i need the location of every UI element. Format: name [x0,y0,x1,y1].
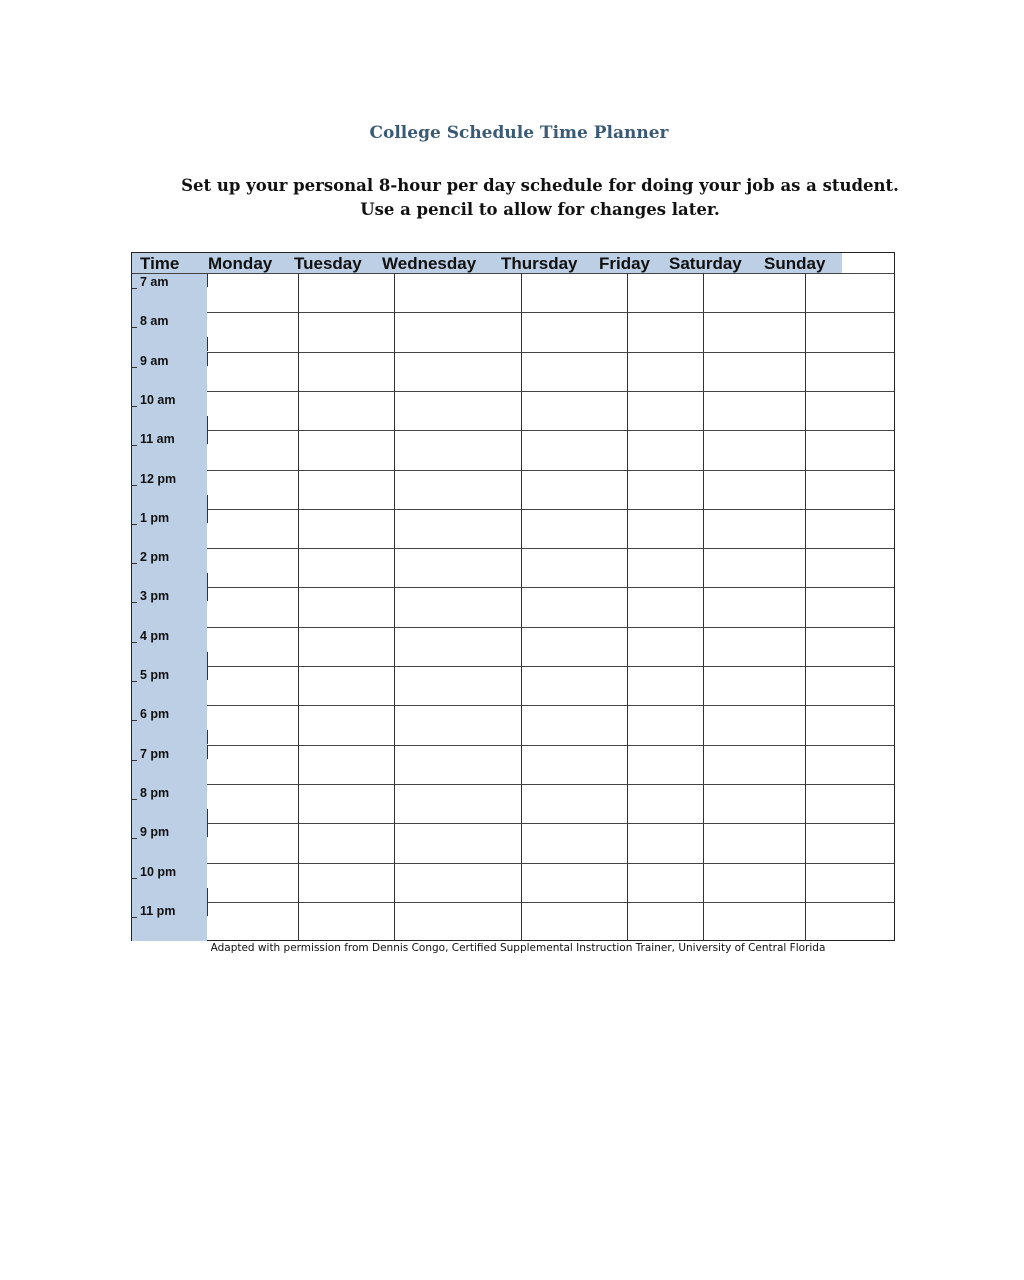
schedule-cell[interactable] [522,628,627,666]
time-label: 9 am [140,353,169,368]
schedule-cell[interactable] [395,746,521,784]
schedule-cell[interactable] [704,510,805,548]
schedule-cell[interactable] [299,903,394,941]
schedule-cell[interactable] [628,746,703,784]
schedule-cell[interactable] [208,471,298,509]
schedule-cell[interactable] [806,392,894,430]
schedule-cell[interactable] [628,274,703,312]
schedule-cell[interactable] [395,785,521,823]
schedule-cell[interactable] [522,313,627,351]
column-header-time: Time [140,254,180,273]
schedule-cell[interactable] [299,588,394,626]
schedule-cell[interactable] [299,392,394,430]
schedule-cell[interactable] [208,628,298,666]
schedule-cell[interactable] [299,431,394,469]
time-label: 11 pm [140,903,176,918]
schedule-cell[interactable] [299,746,394,784]
schedule-cell[interactable] [806,824,894,862]
time-tick [132,445,137,446]
schedule-cell[interactable] [522,549,627,587]
schedule-cell[interactable] [522,667,627,705]
schedule-cell[interactable] [208,313,298,351]
time-label: 2 pm [140,550,170,565]
schedule-cell[interactable] [208,588,298,626]
schedule-cell[interactable] [522,274,627,312]
time-label: 4 pm [140,628,170,643]
time-tick [132,642,137,643]
time-tick [132,760,137,761]
schedule-cell[interactable] [395,274,521,312]
schedule-cell[interactable] [299,510,394,548]
time-label: 1 pm [140,510,170,525]
schedule-cell[interactable] [806,274,894,312]
schedule-cell[interactable] [299,667,394,705]
schedule-cell[interactable] [395,431,521,469]
schedule-cell[interactable] [208,903,298,941]
schedule-cell[interactable] [806,353,894,391]
column-header-tuesday: Tuesday [294,254,362,273]
attribution-footer: Adapted with permission from Dennis Congo, Certified Supplemental Instruction Trainer, University of Central Florida [210,942,826,954]
schedule-cell[interactable] [628,313,703,351]
schedule-cell[interactable] [522,392,627,430]
time-label: 7 pm [140,746,170,761]
time-column-band [132,273,207,941]
schedule-cell[interactable] [628,471,703,509]
time-tick [132,838,137,839]
schedule-cell[interactable] [628,903,703,941]
schedule-cell[interactable] [628,864,703,902]
column-header-monday: Monday [208,254,273,273]
schedule-cell[interactable] [704,274,805,312]
schedule-cell[interactable] [628,628,703,666]
schedule-cell[interactable] [704,667,805,705]
schedule-cell[interactable] [628,353,703,391]
time-label: 7 am [140,275,169,289]
schedule-cell[interactable] [806,667,894,705]
schedule-cell[interactable] [522,864,627,902]
schedule-cell[interactable] [208,392,298,430]
schedule-cell[interactable] [395,706,521,744]
schedule-cell[interactable] [299,785,394,823]
schedule-cell[interactable] [522,510,627,548]
schedule-cell[interactable] [299,864,394,902]
schedule-cell[interactable] [704,588,805,626]
schedule-cell[interactable] [522,706,627,744]
schedule-cell[interactable] [628,667,703,705]
time-tick [132,524,137,525]
schedule-cell[interactable] [704,746,805,784]
schedule-cell[interactable] [208,667,298,705]
column-header-saturday: Saturday [669,254,742,273]
schedule-cell[interactable] [628,549,703,587]
schedule-cell[interactable] [299,549,394,587]
schedule-cell[interactable] [208,431,298,469]
schedule-cell[interactable] [806,588,894,626]
header-row [132,253,894,273]
instructions-line-1: Set up your personal 8-hour per day schedule for doing your job as a student. [181,176,899,195]
schedule-cell[interactable] [522,431,627,469]
schedule-cell[interactable] [806,431,894,469]
schedule-cell[interactable] [704,549,805,587]
schedule-cell[interactable] [704,824,805,862]
column-header-friday: Friday [599,254,651,273]
schedule-cell[interactable] [704,313,805,351]
schedule-cell[interactable] [208,706,298,744]
schedule-cell[interactable] [806,903,894,941]
time-label: 11 am [140,432,175,447]
schedule-cell[interactable] [628,706,703,744]
schedule-cell[interactable] [806,549,894,587]
schedule-cell[interactable] [628,588,703,626]
schedule-cell[interactable] [395,313,521,351]
schedule-cell[interactable] [208,864,298,902]
schedule-cell[interactable] [704,392,805,430]
time-label: 5 pm [140,668,170,682]
schedule-cell[interactable] [522,903,627,941]
schedule-cell[interactable] [806,746,894,784]
time-label: 10 am [140,392,176,407]
time-tick [132,917,137,918]
schedule-grid [131,252,895,941]
time-label: 10 pm [140,864,177,879]
time-tick [132,602,137,603]
schedule-cell[interactable] [806,313,894,351]
schedule-cell[interactable] [806,471,894,509]
schedule-cell[interactable] [704,903,805,941]
schedule-cell[interactable] [704,431,805,469]
time-label: 12 pm [140,471,177,486]
schedule-cell[interactable] [208,785,298,823]
schedule-cell[interactable] [628,785,703,823]
schedule-cell[interactable] [395,392,521,430]
schedule-cell[interactable] [395,903,521,941]
schedule-cell[interactable] [299,313,394,351]
schedule-cell[interactable] [806,706,894,744]
schedule-cell[interactable] [628,392,703,430]
schedule-cell[interactable] [522,353,627,391]
time-tick [132,327,137,328]
schedule-cell[interactable] [806,510,894,548]
column-header-wednesday: Wednesday [382,254,477,273]
schedule-cell[interactable] [395,471,521,509]
schedule-cell[interactable] [299,628,394,666]
schedule-cell[interactable] [299,706,394,744]
time-label: 9 pm [140,825,170,840]
schedule-cell[interactable] [628,510,703,548]
schedule-cell[interactable] [208,274,298,312]
schedule-cell[interactable] [704,353,805,391]
time-label: 3 pm [140,589,170,604]
schedule-cell[interactable] [395,588,521,626]
schedule-cell[interactable] [395,864,521,902]
schedule-cell[interactable] [806,628,894,666]
schedule-cell[interactable] [299,274,394,312]
time-tick [132,406,137,407]
schedule-cell[interactable] [208,549,298,587]
schedule-cell[interactable] [704,864,805,902]
time-label: 8 pm [140,785,170,800]
schedule-cell[interactable] [522,471,627,509]
schedule-cell[interactable] [299,471,394,509]
schedule-cell[interactable] [704,628,805,666]
column-header-thursday: Thursday [501,254,578,273]
schedule-cell[interactable] [299,353,394,391]
schedule-cell[interactable] [704,706,805,744]
schedule-cell[interactable] [208,824,298,862]
column-header-sunday: Sunday [764,254,826,273]
schedule-cell[interactable] [522,785,627,823]
time-label: 8 am [140,314,169,329]
schedule-cell[interactable] [806,785,894,823]
schedule-cell[interactable] [208,746,298,784]
schedule-cell[interactable] [395,549,521,587]
time-tick [132,878,137,879]
schedule-cell[interactable] [395,510,521,548]
schedule-cell[interactable] [704,471,805,509]
schedule-cell[interactable] [208,353,298,391]
schedule-cell[interactable] [522,588,627,626]
time-tick [132,563,137,564]
time-tick [132,367,137,368]
schedule-cell[interactable] [628,431,703,469]
time-tick [132,485,137,486]
schedule-cell[interactable] [522,746,627,784]
schedule-cell[interactable] [806,864,894,902]
schedule-cell[interactable] [299,824,394,862]
schedule-cell[interactable] [395,824,521,862]
schedule-cell[interactable] [395,667,521,705]
time-label: 6 pm [140,707,170,722]
time-tick [132,720,137,721]
schedule-cell[interactable] [208,510,298,548]
time-tick [132,799,137,800]
schedule-cell[interactable] [628,824,703,862]
schedule-cell[interactable] [395,628,521,666]
schedule-cell[interactable] [704,785,805,823]
time-tick [132,288,137,289]
page-title: College Schedule Time Planner [369,123,669,143]
schedule-cell[interactable] [395,353,521,391]
time-tick [132,681,137,682]
schedule-cell[interactable] [522,824,627,862]
instructions-line-2: Use a pencil to allow for changes later. [360,200,720,219]
